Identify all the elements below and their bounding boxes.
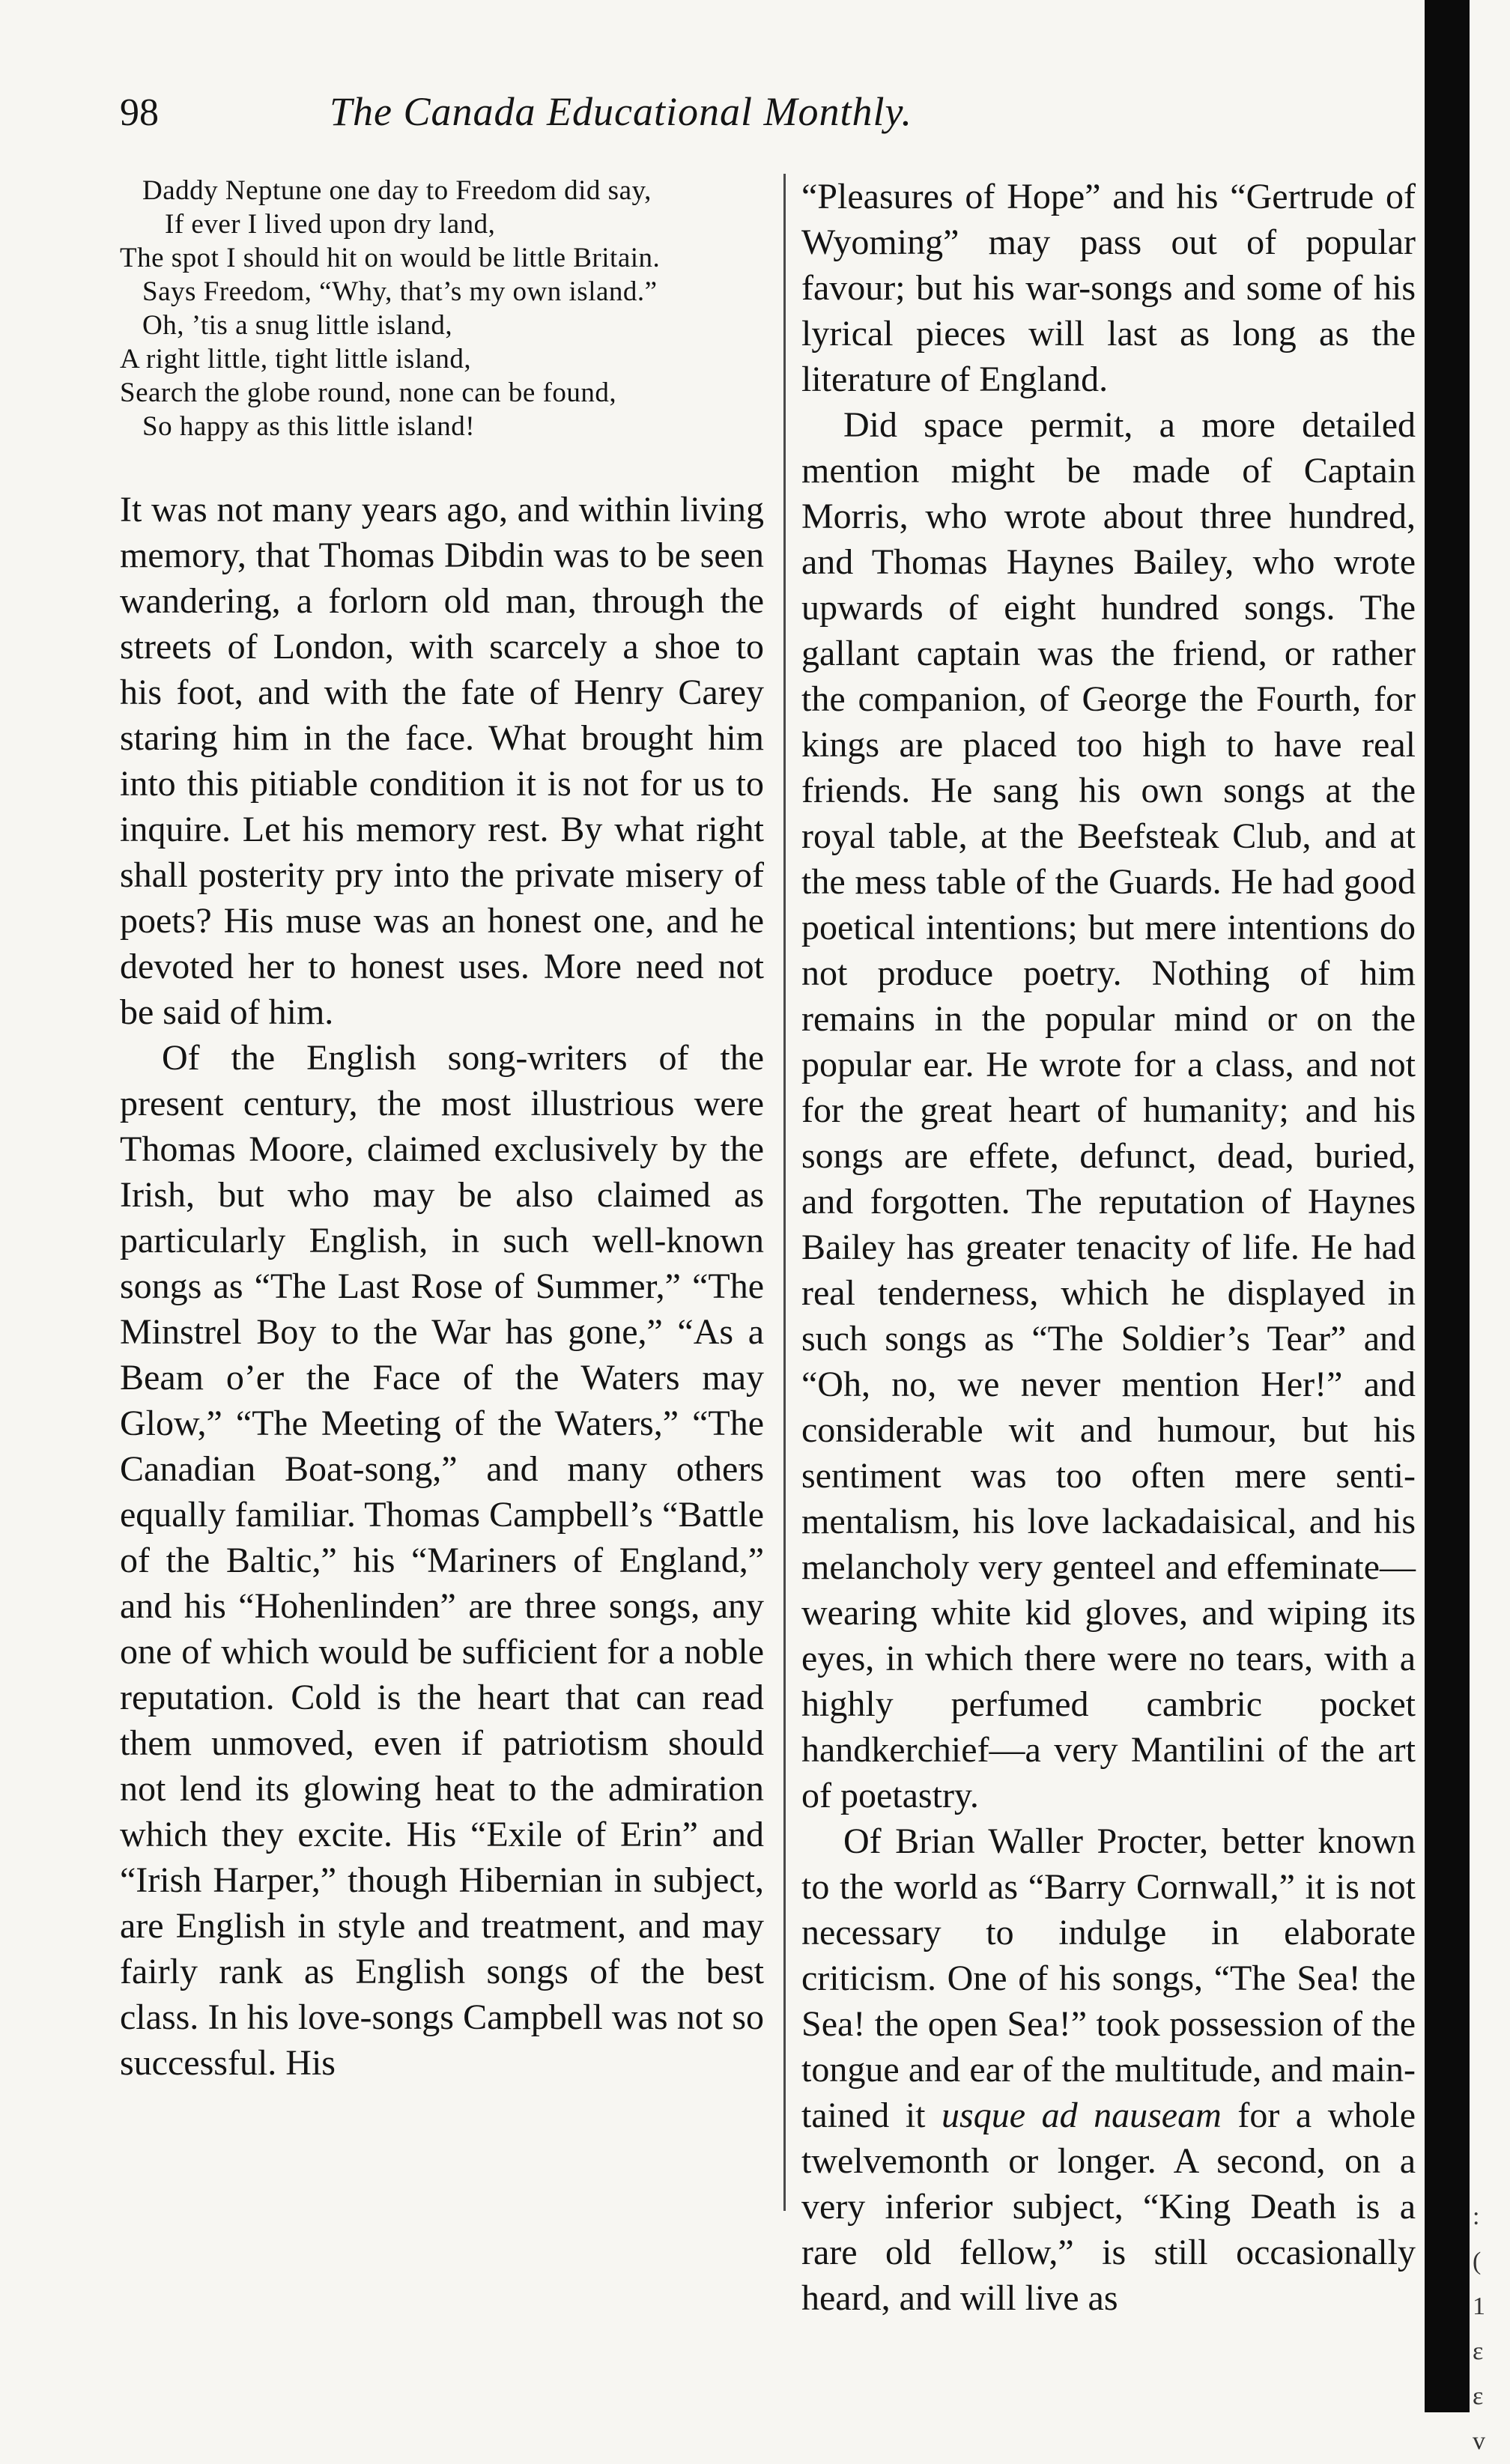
paragraph: Of the English song-writers of the present century, the most illustrious were Thomas Moore, claimed exclusively by the Irish, but who may be also claimed as particularly English, in such well-known songs as “The Last Rose of Summer,” “The Minstrel Boy to the War has gone,” “As a Beam o’er the Face of the Waters may Glow,” “The Meeting of the Waters,” “The Canadian Boat-song,” and many others equally familiar. Thomas Campbell’s “Battle of the Baltic,” his “Mariners of England,” and his “Hohenlinden” are three songs, any one of which would be sufficient for a noble reputation. Cold is the heart that can read them unmoved, even if patriotism should not lend its glowing heat to the admiration which they excite. His “Exile of Erin” and “Irish Harper,” though Hibernian in subject, are English in style and treatment, and may fairly rank as English songs of the best class. In his love-songs Campbell was not so successful. His <box>120 1038 764 2083</box>
edge-mark: v <box>1473 2427 1485 2455</box>
page-number: 98 <box>120 91 159 134</box>
verse-line: A right little, tight little island, <box>120 344 472 374</box>
paragraph: Did space permit, a more detailed mention might be made of Captain Morris, who wrote about three hundred, and Thomas Haynes Bailey, who wrote upwards of eight hundred songs. The gallant captain was the friend, or rather the companion, of George the Fourth, for kings are placed too high to have real friends. He sang his own songs at the royal table, at the Beefsteak Club, and at the mess table of the Guards. He had good poetical intentions; but mere intentions do not produce poetry. Nothing of him remains in the popular mind or on the popular ear. He wrote for a class, and not for the great heart of humanity; and his songs are effete, defunct, dead, buried, and forgotten. The reputation of Haynes Bailey has greater tenacity of life. He had real tenderness, which he displayed in such songs as “The Soldier’s Tear” and “Oh, no, we never mention Her!” and considerable wit and humour, but his sentiment was too often mere sentimentalism, his love lackadaisical, and his melancholy very genteel and effeminate—wearing white kid gloves, and wiping its eyes, in which there were no tears, with a highly perfumed cambric pocket handkerchief—a very Mantilini of the art of poetastry. <box>801 405 1416 1815</box>
right-column <box>801 174 1416 2321</box>
paragraph: “Pleasures of Hope” and his “Gertrude of Wyoming” may pass out of popular favour; but his war-songs and some of his lyrical pieces will last as long as the literature of England. <box>801 177 1416 399</box>
paragraph: It was not many years ago, and within living memory, that Thomas Dibdin was to be seen wandering, a forlorn old man, through the streets of London, with scarcely a shoe to his foot, and with the fate of Henry Carey staring him in the face. What brought him into this pitiable condition it is not for us to inquire. Let his memory rest. By what right shall posterity pry into the private misery of poets? His muse was an honest one, and he devoted her to honest uses. More need not be said of him. <box>120 490 764 1032</box>
verse-line: If ever I lived upon dry land, <box>165 209 496 240</box>
verse-line: Says Freedom, “Why, that’s my own island.” <box>142 276 658 307</box>
song-verse <box>120 174 764 443</box>
left-column <box>120 174 764 2086</box>
edge-mark: 1 <box>1473 2292 1485 2320</box>
edge-mark: : <box>1473 2203 1480 2230</box>
verse-line: The spot I should hit on would be little Britain. <box>120 243 661 273</box>
edge-mark: ( <box>1473 2248 1482 2275</box>
scan-edge-shadow <box>1425 0 1470 2412</box>
verse-line: Search the globe round, none can be found, <box>120 377 617 408</box>
column-rule <box>783 174 786 2211</box>
paragraph-text: for a whole twelvemonth or longer. A second, on a very inferior subject, “King Death is a rare old fellow,” is still occasionally heard, and will live as <box>801 2096 1416 2318</box>
verse-line: Daddy Neptune one day to Freedom did say, <box>142 175 652 206</box>
page-header <box>120 88 1378 148</box>
latin-phrase: usque ad nauseam <box>942 2096 1222 2135</box>
paragraph-procter <box>801 1818 1416 2321</box>
scan-edge-marks <box>1473 2194 1495 2464</box>
verse-line: So happy as this little island! <box>142 411 476 442</box>
edge-mark: ε <box>1473 2382 1484 2410</box>
edge-mark: ε <box>1473 2337 1484 2365</box>
paragraph-text: Of Brian Waller Procter, better known to the world as “Barry Cornwall,” it is not necessary to indulge in elaborate criticism. One of his songs, “The Sea! the Sea! the open Sea!” took possession of the tongue and ear of the multitude, and maintained it <box>801 1821 1416 2135</box>
verse-line: Oh, ’tis a snug little island, <box>142 310 453 341</box>
running-title: The Canada Educational Monthly. <box>330 89 912 134</box>
